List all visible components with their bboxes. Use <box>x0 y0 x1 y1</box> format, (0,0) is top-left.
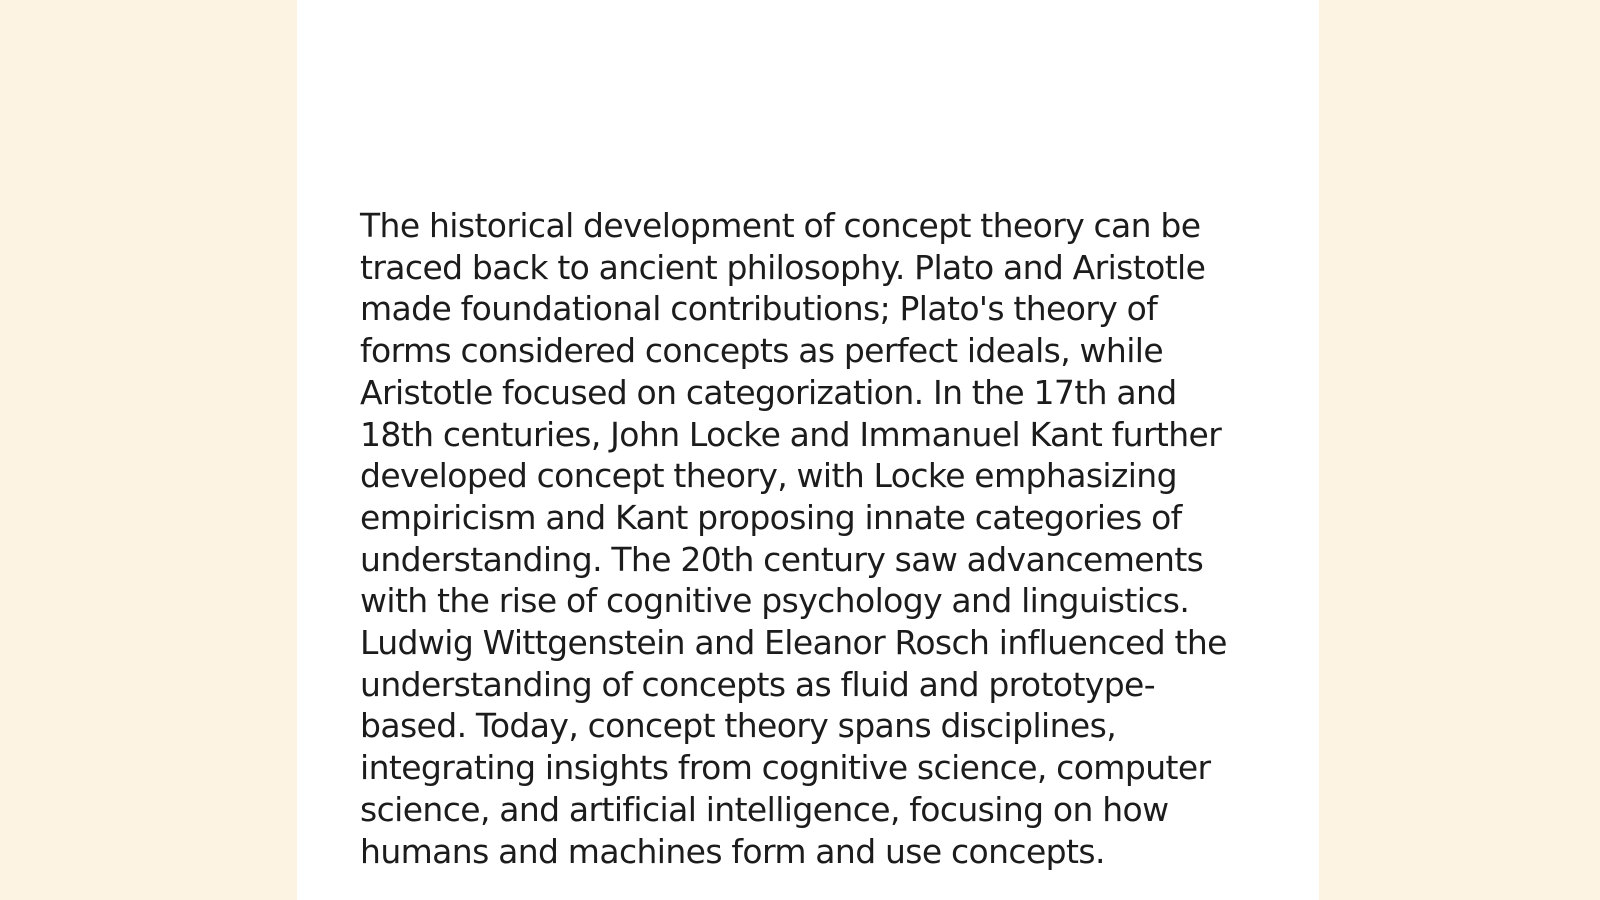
body-paragraph: The historical development of concept theory can be traced back to ancient philosophy. Plato and Aristotle made foundational contributions; Plato's theory of forms considered concepts as perfect ideals, while Aristotle focused on categorization. In the 17th and 18th centuries, John Locke and Immanuel Kant further developed concept theory, with Locke emphasizing empiricism and Kant proposing innate categories of understanding. The 20th century saw advancements with the rise of cognitive psychology and linguistics. Ludwig Wittgenstein and Eleanor Rosch influenced the understanding of concepts as fluid and prototype-based. Today, concept theory spans disciplines, integrating insights from cognitive science, computer science, and artificial intelligence, focusing on how humans and machines form and use concepts. <box>360 206 1227 871</box>
document-page <box>297 0 1319 900</box>
